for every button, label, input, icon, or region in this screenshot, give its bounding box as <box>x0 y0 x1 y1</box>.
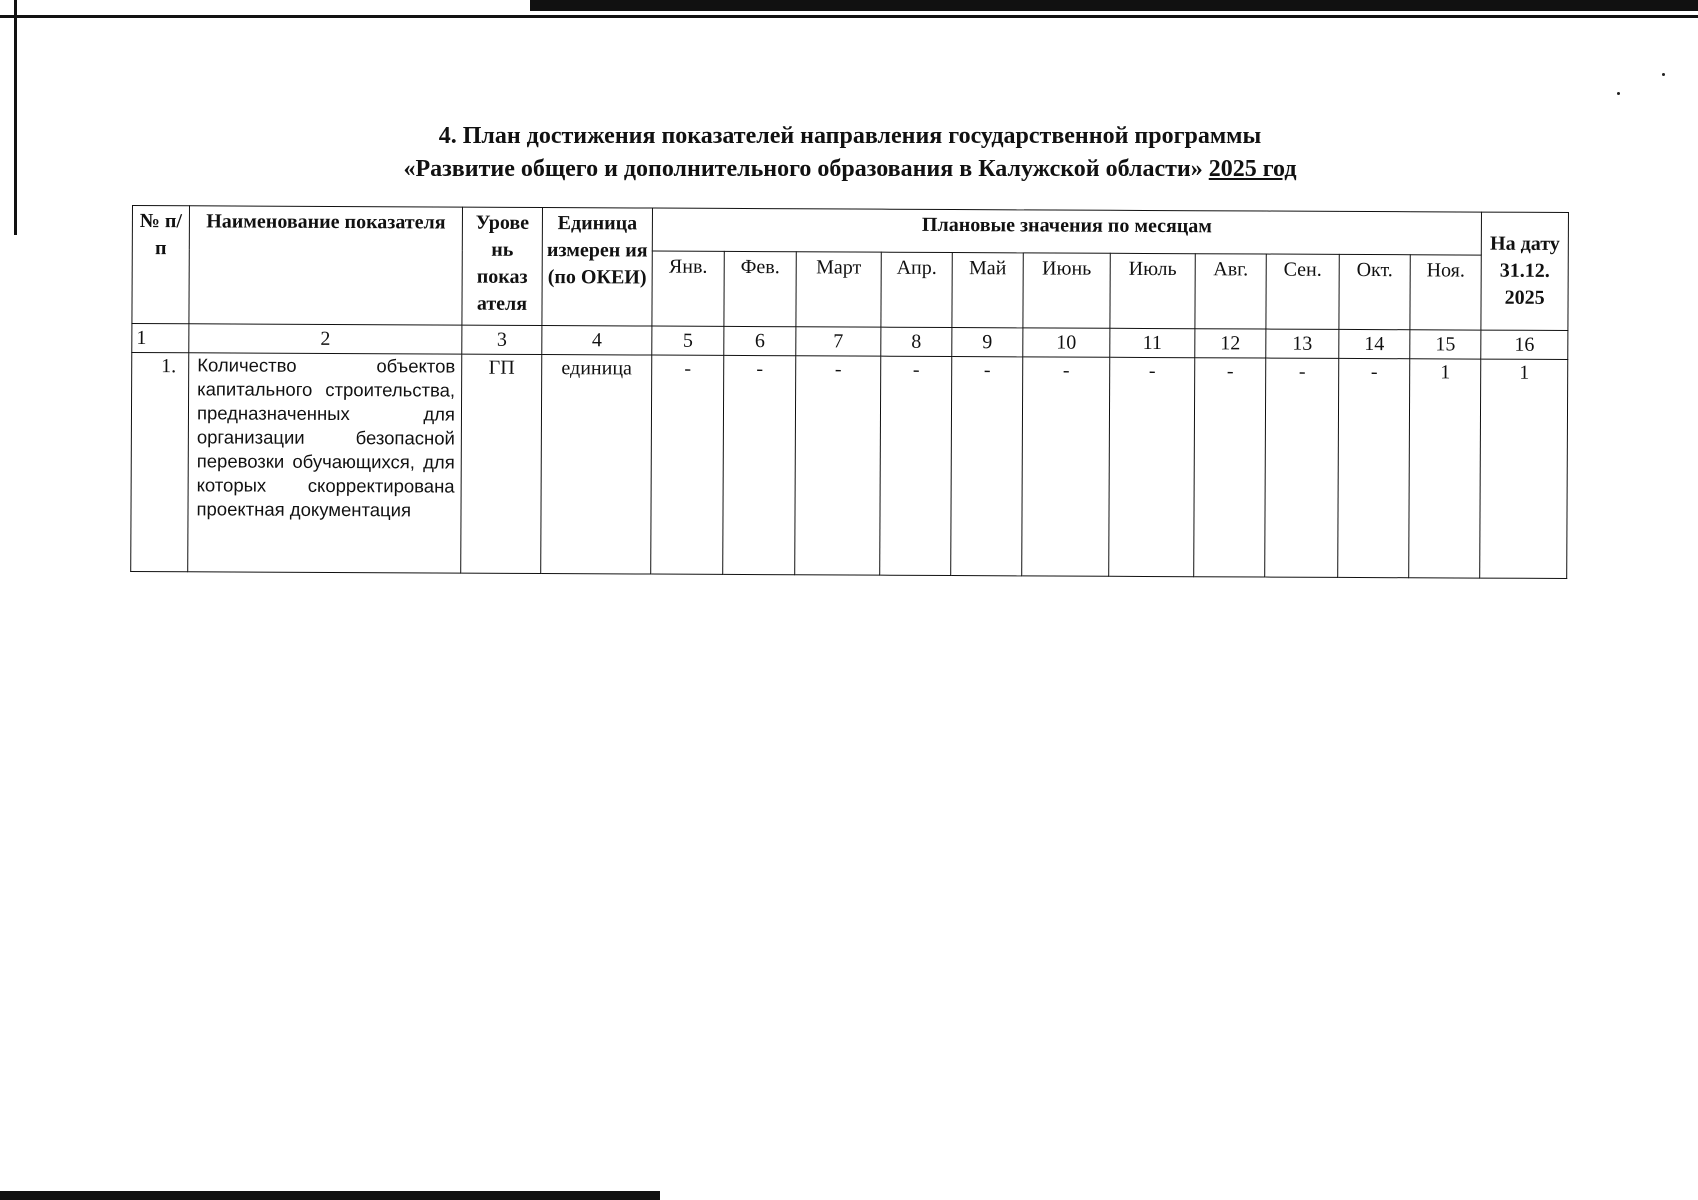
column-number: 15 <box>1410 330 1481 359</box>
month-header: Янв. <box>652 251 724 326</box>
header-name: Наименование показателя <box>189 206 463 325</box>
header-end-date: На дату 31.12. 2025 <box>1481 212 1569 330</box>
title-line-1: 4. План достижения показателей направления государственной программы <box>438 123 1262 149</box>
column-number: 1 <box>132 324 189 353</box>
scan-border-top-thick <box>530 0 1698 11</box>
page-title <box>130 120 1570 186</box>
table-row <box>131 353 1568 579</box>
column-number: 5 <box>652 326 724 355</box>
scan-border-left <box>14 0 17 235</box>
column-number: 8 <box>881 327 952 356</box>
indicator-name: Количество объектов капитального строительства, предназначенных для организации безопасной перевозки обучающихся, для которых скорректирована проектная документация <box>188 353 462 573</box>
scan-speck <box>1617 92 1620 95</box>
scan-border-bottom <box>0 1191 660 1200</box>
row-number: 1. <box>131 353 189 572</box>
month-header: Апр. <box>881 252 952 327</box>
month-value: - <box>651 355 724 574</box>
month-header: Фев. <box>724 251 796 326</box>
header-planned-values: Плановые значения по месяцам <box>652 208 1481 255</box>
header-row <box>132 206 1568 256</box>
month-header: Ноя. <box>1410 255 1481 330</box>
column-number: 12 <box>1195 329 1266 358</box>
header-num: № п/п <box>132 206 190 324</box>
scan-border-top <box>0 15 1698 18</box>
column-number: 4 <box>542 326 652 356</box>
end-date-value: 1 <box>1480 359 1568 578</box>
column-number: 16 <box>1481 330 1568 359</box>
scan-speck <box>1662 73 1665 76</box>
month-value: 1 <box>1409 359 1481 578</box>
column-number: 11 <box>1110 328 1195 357</box>
month-header: Июль <box>1110 253 1195 328</box>
month-value: - <box>1194 358 1266 577</box>
month-value: - <box>1109 357 1195 576</box>
header-unit: Единица измерен ия (по ОКЕИ) <box>542 208 653 327</box>
column-number: 9 <box>952 328 1023 357</box>
column-number: 10 <box>1023 328 1110 357</box>
title-program-name: «Развитие общего и дополнительного образования в Калужской области» <box>403 156 1203 182</box>
month-value: - <box>1022 357 1110 576</box>
column-number: 14 <box>1339 329 1410 358</box>
column-number: 13 <box>1266 329 1339 358</box>
month-header: Окт. <box>1339 254 1410 329</box>
month-header: Авг. <box>1195 254 1266 329</box>
month-header: Июнь <box>1023 253 1110 328</box>
month-value: - <box>951 357 1023 576</box>
header-level: Урове нь показ ателя <box>462 207 543 325</box>
month-header: Март <box>796 252 881 327</box>
indicator-level: ГП <box>461 354 542 573</box>
month-value: - <box>1338 358 1410 577</box>
month-value: - <box>1265 358 1339 577</box>
column-number: 6 <box>724 326 796 355</box>
month-value: - <box>795 356 881 575</box>
title-line-2 <box>130 153 1570 186</box>
column-number: 2 <box>189 324 462 354</box>
month-value: - <box>723 355 796 574</box>
month-header: Май <box>952 253 1023 328</box>
indicator-unit: единица <box>541 355 652 575</box>
indicator-plan-table <box>130 205 1569 579</box>
title-year: 2025 год <box>1208 156 1297 182</box>
month-value: - <box>880 356 952 575</box>
column-number: 7 <box>796 327 881 356</box>
month-header: Сен. <box>1266 254 1339 329</box>
column-number: 3 <box>462 325 542 354</box>
